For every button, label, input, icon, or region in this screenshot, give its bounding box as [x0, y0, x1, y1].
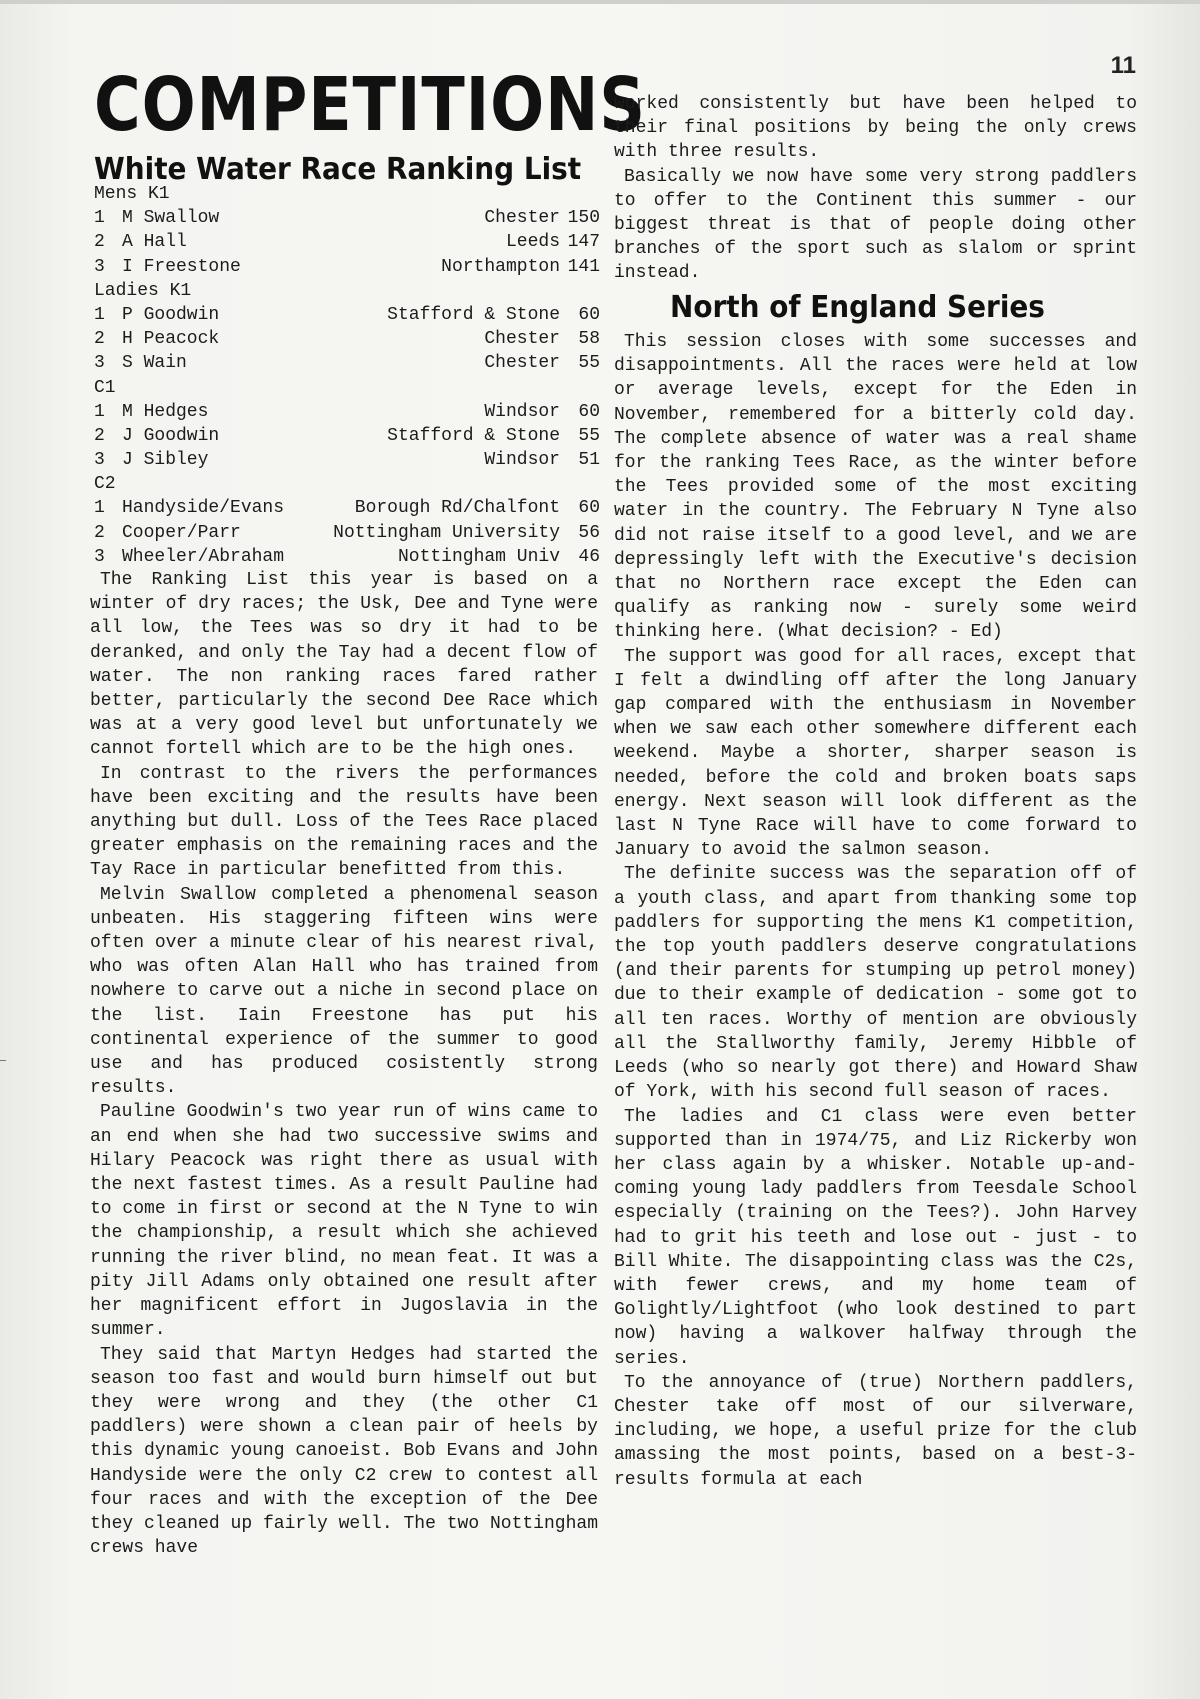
ranking-position: 2	[94, 232, 105, 253]
category-label: C1	[94, 377, 116, 398]
ranking-row	[94, 351, 600, 375]
paragraph: This session closes with some successes and disappointments. All the races were held at low or average levels, except for the Eden in November, remembered for a bitterly cold day. The complete absence of water was a real shame for the ranking Tees Race, as the winter before the Tees provided some of the most exciting water in the country. The February N Tyne also did not raise itself to a good level, and we are depressingly left with the Executive's decision that no Northern race except the Eden can qualify as ranking now - surely some weird thinking here. (What decision? - Ed)	[614, 332, 1137, 643]
ranking-row	[94, 521, 600, 545]
paddler-name: J Goodwin	[122, 425, 220, 446]
ranking-position: 2	[94, 425, 105, 446]
right-column-top-text	[614, 92, 1137, 286]
left-column-text	[90, 568, 598, 1560]
paragraph: The definite success was the separation off of a youth class, and apart from thanking some top paddlers for supporting the mens K1 competition, the top youth paddlers deserve congratulations (and their parents for stumping up petrol money) due to their example of dedication - some got to all ten races. Worthy of mention are obviously all the Stallworthy family, Jeremy Hibble of Leeds (who so nearly got there) and Howard Shaw of York, with his second full season of races.	[614, 864, 1137, 1103]
points: 141	[567, 256, 600, 277]
paddler-name: H Peacock	[122, 329, 220, 350]
paddler-name: P Goodwin	[122, 304, 220, 325]
ranking-row	[94, 400, 600, 424]
points: 60	[578, 498, 600, 519]
right-column-text	[614, 330, 1137, 1492]
paragraph: Pauline Goodwin's two year run of wins came to an end when she had two successive swims and Hilary Peacock was right there as usual with the next fastest times. As a result Pauline had to come in first or second at the N Tyne to win the championship, a result which she achieved running the river blind, no mean feat. It was a pity Jill Adams only obtained one result after her magnificent effort in Jugoslavia in the summer.	[90, 1102, 598, 1341]
points: 60	[578, 401, 600, 422]
paragraph: The support was good for all races, except that I felt a dwindling off after the long January gap compared with the enthusiasm in November when we saw each other somewhere different each weekend. Maybe a shorter, sharper season is needed, before the cold and broken boats saps energy. Next season will look different as the last N Tyne Race will have to come forward to January to avoid the salmon season.	[614, 646, 1137, 861]
paragraph: worked consistently but have been helped to their final positions by being the only crews with three results.	[614, 94, 1137, 163]
paddler-name: Cooper/Parr	[122, 522, 241, 543]
ranking-position: 2	[94, 522, 105, 543]
paddler-name: Wheeler/Abraham	[122, 546, 285, 567]
ranking-position: 1	[94, 208, 105, 229]
paddler-name: I Freestone	[122, 256, 241, 277]
club-name: Northampton	[441, 256, 560, 277]
paragraph: The ladies and C1 class were even better supported than in 1974/75, and Liz Rickerby won her class again by a whisker. Notable up-and-coming young lady paddlers from Teesdale School especially (training on the Tees?). John Harvey had to grit his teeth and lose out - just - to Bill White. The disappointing class was the C2s, with fewer crews, and my home team of Golightly/Lightfoot (who look destined to part now) having a walkover halfway through the series.	[614, 1106, 1137, 1369]
ranking-position: 3	[94, 546, 105, 567]
page-number: 11	[1110, 52, 1136, 79]
club-name: Windsor	[484, 450, 560, 471]
club-name: Leeds	[505, 232, 560, 253]
paragraph: Basically we now have some very strong paddlers to offer to the Continent this summer - our biggest threat is that of people doing other branches of the sport such as slalom or sprint instead.	[614, 166, 1137, 284]
ranking-list-title: White Water Race Ranking List	[94, 152, 582, 187]
ranking-row	[94, 424, 600, 448]
ranking-row	[94, 448, 600, 472]
paragraph: To the annoyance of (true) Northern paddlers, Chester take off most of our silverware, including, we hope, a useful prize for the club amassing the most points, based on a best-3-results formula at each	[614, 1372, 1137, 1490]
points: 55	[578, 425, 600, 446]
ranking-position: 3	[94, 450, 105, 471]
section-title: COMPETITIONS	[94, 62, 646, 148]
ranking-row	[94, 206, 600, 230]
paddler-name: M Swallow	[122, 208, 220, 229]
category-label: Ladies K1	[94, 280, 192, 301]
ranking-position: 1	[94, 304, 105, 325]
club-name: Chester	[484, 208, 560, 229]
ranking-row	[94, 496, 600, 520]
paddler-name: Handyside/Evans	[122, 498, 285, 519]
club-name: Chester	[484, 329, 560, 350]
club-name: Nottingham Univ	[397, 546, 560, 567]
points: 147	[567, 232, 600, 253]
paddler-name: M Hedges	[122, 401, 209, 422]
points: 46	[578, 546, 600, 567]
points: 55	[578, 353, 600, 374]
paragraph: They said that Martyn Hedges had started the season too fast and would burn himself out but they were wrong and they (the other C1 paddlers) were shown a clean pair of heels by this dynamic young canoeist. Bob Evans and John Handyside were the only C2 crew to contest all four races and with the exception of the Dee they cleaned up fairly well. The two Nottingham crews have	[90, 1344, 598, 1559]
points: 51	[578, 450, 600, 471]
paragraph: Melvin Swallow completed a phenomenal season unbeaten. His staggering fifteen wins were often over a minute clear of his nearest rival, who was often Alan Hall who has trained from nowhere to carve out a niche in second place on the list. Iain Freestone has put his continental experience of the summer to good use and has produced cosistently strong results.	[90, 884, 598, 1099]
ranking-list	[94, 182, 600, 569]
paddler-name: A Hall	[122, 232, 187, 253]
club-name: Stafford & Stone	[387, 425, 560, 446]
ranking-row	[94, 303, 600, 327]
north-series-heading: North of England Series	[670, 290, 1045, 325]
ranking-position: 2	[94, 329, 105, 350]
category-label: C2	[94, 474, 116, 495]
category-label: Mens K1	[94, 184, 170, 204]
ranking-position: 1	[94, 401, 105, 422]
club-name: Windsor	[484, 401, 560, 422]
ranking-row	[94, 327, 600, 351]
club-name: Borough Rd/Chalfont	[354, 498, 560, 519]
ranking-position: 1	[94, 498, 105, 519]
points: 60	[578, 304, 600, 325]
paragraph: In contrast to the rivers the performances have been exciting and the results have been anything but dull. Loss of the Tees Race placed greater emphasis on the remaining races and the Tay Race in particular benefitted from this.	[90, 763, 598, 881]
ranking-position: 3	[94, 256, 105, 277]
ranking-position: 3	[94, 353, 105, 374]
ranking-row	[94, 545, 600, 569]
paragraph: The Ranking List this year is based on a winter of dry races; the Usk, Dee and Tyne were all low, the Tees was so dry it had to be deranked, and only the Tay had a decent flow of water. The non ranking races fared rather better, particularly the second Dee Race which was at a very good level but unfortunately we cannot fortell which are to be the high ones.	[90, 570, 598, 760]
page-edge	[0, 0, 1200, 4]
club-name: Nottingham University	[333, 522, 560, 543]
points: 150	[567, 208, 600, 229]
paddler-name: J Sibley	[122, 450, 209, 471]
club-name: Stafford & Stone	[387, 304, 560, 325]
club-name: Chester	[484, 353, 560, 374]
ranking-row	[94, 230, 600, 254]
margin-mark	[0, 1060, 6, 1061]
points: 58	[578, 329, 600, 350]
paddler-name: S Wain	[122, 353, 187, 374]
points: 56	[578, 522, 600, 543]
ranking-row	[94, 255, 600, 279]
